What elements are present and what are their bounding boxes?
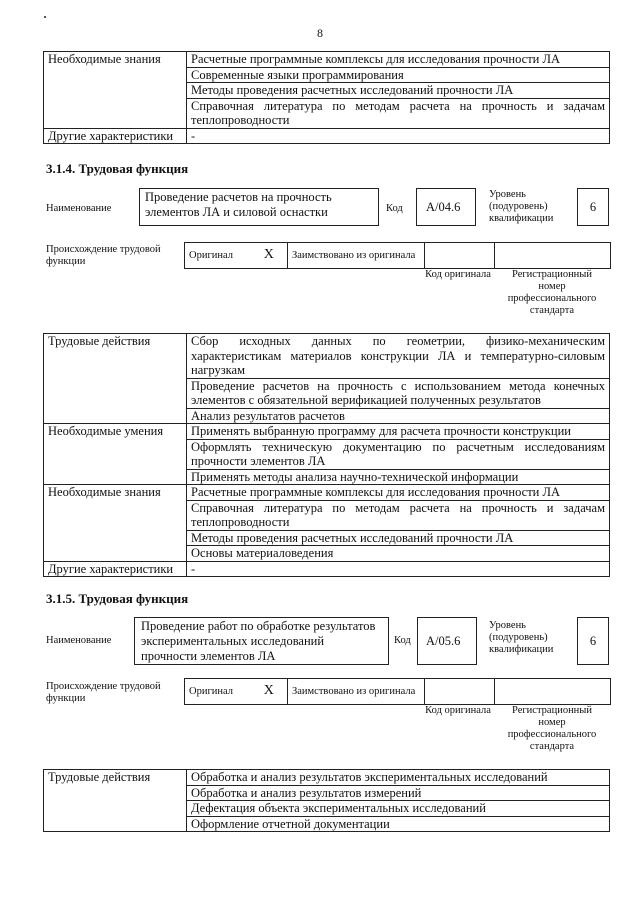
function-code-box [416, 188, 476, 226]
page-number: 8 [317, 26, 323, 40]
action-item: Анализ результатов расчетов [187, 408, 610, 424]
row-label-actions: Трудовые действия [44, 770, 187, 832]
row-label-other: Другие характеристики [44, 128, 187, 144]
row-label-other: Другие характеристики [44, 561, 187, 577]
row-label-skills: Необходимые умения [44, 424, 187, 485]
origin-table [184, 678, 611, 705]
original-label: Оригинал [185, 679, 251, 705]
skill-item: Применять методы анализа научно-технической информации [187, 469, 610, 485]
action-item: Проведение расчетов на прочность с использованием метода конечных элементов с обязательной верификацией полученных результатов [187, 378, 610, 408]
code-original-caption: Код оригинала [425, 269, 491, 280]
skill-item: Оформлять техническую документацию по расчетным исследованиям прочности элементов ЛА [187, 439, 610, 469]
original-mark: X [251, 679, 288, 705]
skill-item: Применять выбранную программу для расчета прочности конструкции [187, 424, 610, 440]
other-item: - [187, 561, 610, 577]
code-original-cell [425, 679, 495, 705]
borrowed-label: Заимствовано из оригинала [288, 679, 425, 705]
qualification-level: 6 [589, 634, 597, 648]
scan-speck [44, 16, 46, 18]
action-item: Оформление отчетной документации [187, 816, 610, 832]
row-label-actions: Трудовые действия [44, 334, 187, 424]
knowledge-item: Основы материаловедения [187, 546, 610, 562]
knowledge-item: Методы проведения расчетных исследований прочности ЛА [187, 83, 610, 99]
function-name: Проведение расчетов на прочность элементов ЛА и силовой оснастки [145, 190, 332, 219]
reg-number-caption: Регистрационный номер профессионального стандарта [507, 705, 597, 752]
function-name-box [134, 617, 389, 665]
level-label: Уровень (подуровень) квалификации [489, 620, 554, 655]
row-label-knowledge: Необходимые знания [44, 485, 187, 562]
qualification-level: 6 [589, 200, 597, 214]
action-item: Обработка и анализ результатов измерений [187, 785, 610, 801]
code-label: Код [394, 635, 411, 646]
origin-label: Происхождение трудовой функции [46, 681, 161, 704]
row-label-knowledge: Необходимые знания [44, 52, 187, 129]
reg-number-cell [495, 243, 611, 269]
reg-number-cell [495, 679, 611, 705]
knowledge-item: Современные языки программирования [187, 67, 610, 83]
function-name: Проведение работ по обработке результатов экспериментальных исследований прочности элементов ЛА [141, 619, 376, 663]
action-item: Обработка и анализ результатов экспериментальных исследований [187, 770, 610, 786]
function-1-table [43, 333, 610, 577]
knowledge-item: Справочная литература по методам расчета на прочность и задачам теплопроводности [187, 98, 610, 128]
section-heading-3-1-4: 3.1.4. Трудовая функция [46, 161, 189, 176]
level-label: Уровень (подуровень) квалификации [489, 189, 554, 224]
knowledge-item: Справочная литература по методам расчета на прочность и задачам теплопроводности [187, 500, 610, 530]
function-code: A/05.6 [426, 634, 461, 648]
original-label: Оригинал [185, 243, 251, 269]
original-mark: X [251, 243, 288, 269]
origin-table [184, 242, 611, 269]
name-label: Наименование [46, 203, 112, 214]
function-name-box [139, 188, 379, 226]
other-item: - [187, 128, 610, 144]
origin-label: Происхождение трудовой функции [46, 244, 161, 267]
section-heading-3-1-5: 3.1.5. Трудовая функция [46, 591, 189, 606]
knowledge-item: Расчетные программные комплексы для исследования прочности ЛА [187, 52, 610, 68]
reg-number-caption: Регистрационный номер профессионального стандарта [507, 269, 597, 316]
knowledge-item: Методы проведения расчетных исследований прочности ЛА [187, 530, 610, 546]
function-code: A/04.6 [426, 200, 461, 214]
action-item: Дефектация объекта экспериментальных исследований [187, 801, 610, 817]
qualification-level-box [577, 617, 609, 665]
code-label: Код [386, 203, 403, 214]
function-2-table [43, 769, 610, 832]
function-code-box [417, 617, 477, 665]
code-original-cell [425, 243, 495, 269]
action-item: Сбор исходных данных по геометрии, физико-механическим характеристикам материалов конструкции ЛА и температурно-силовым нагрузкам [187, 334, 610, 379]
qualification-level-box [577, 188, 609, 226]
code-original-caption: Код оригинала [425, 705, 491, 716]
borrowed-label: Заимствовано из оригинала [288, 243, 425, 269]
name-label: Наименование [46, 635, 112, 646]
knowledge-item: Расчетные программные комплексы для исследования прочности ЛА [187, 485, 610, 501]
top-requirements-table [43, 51, 610, 144]
